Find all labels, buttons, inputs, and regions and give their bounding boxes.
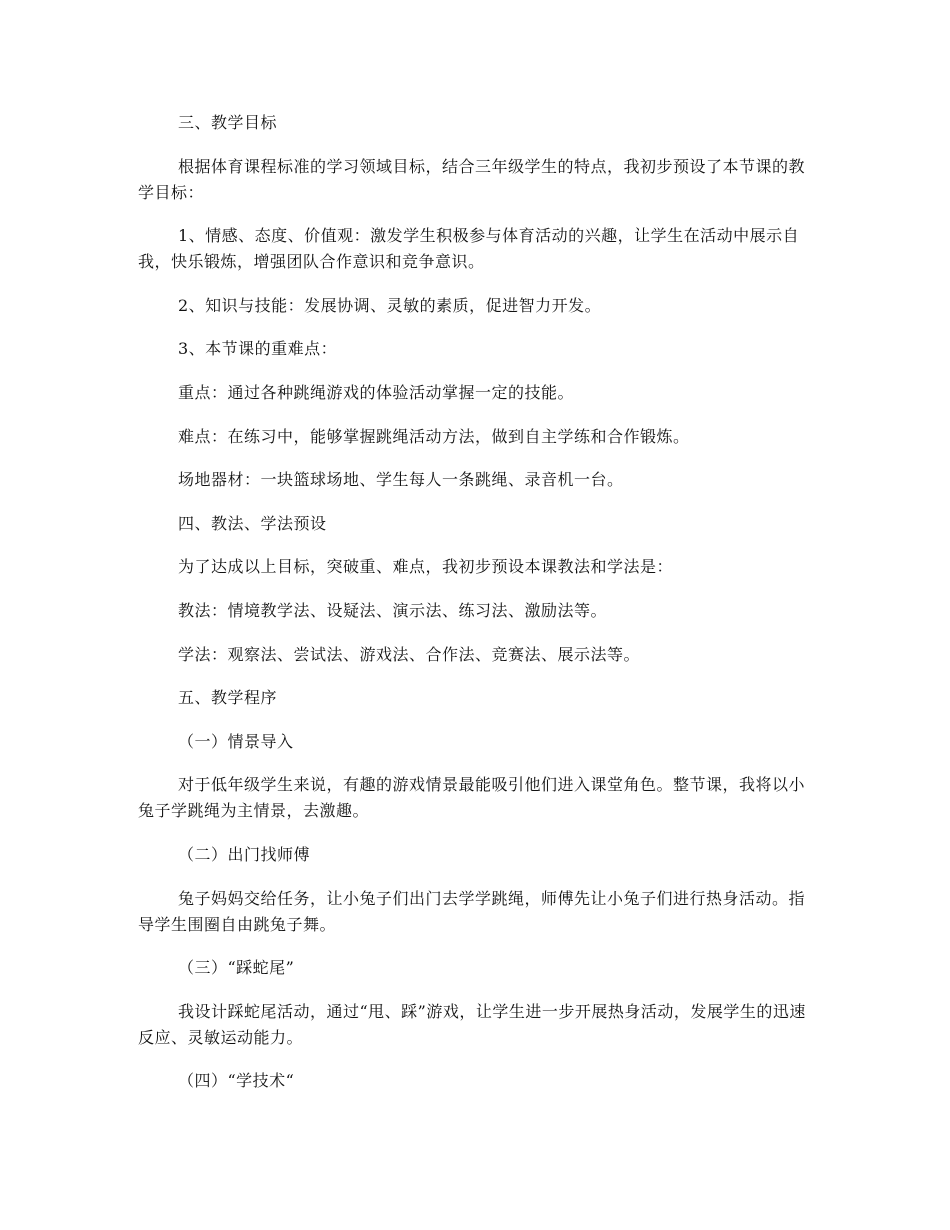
section-heading: 三、教学目标 <box>178 113 278 132</box>
body-paragraph: 重点：通过各种跳绳游戏的体验活动掌握一定的技能。 <box>178 382 575 402</box>
body-paragraph: 兔子妈妈交给任务，让小兔子们出门去学学跳绳，师傅先让小兔子们进行热身活动。指导学生围圈自由跳兔子舞。 <box>138 888 806 934</box>
subsection-heading: （三）“踩蛇尾” <box>178 958 295 978</box>
body-paragraph: 难点：在练习中，能够掌握跳绳活动方法，做到自主学练和合作锻炼。 <box>178 426 690 446</box>
list-item: 1、情感、态度、价值观：激发学生积极参与体育活动的兴趣，让学生在活动中展示自我，快乐锻炼，增强团队合作意识和竞争意识。 <box>138 226 800 272</box>
body-paragraph: 对于低年级学生来说，有趣的游戏情景最能吸引他们进入课堂角色。整节课，我将以小兔子学跳绳为主情景，去激趣。 <box>138 775 806 821</box>
document-body <box>138 110 818 1112</box>
subsection-heading: （二）出门找师傅 <box>178 844 311 864</box>
body-paragraph: 根据体育课程标准的学习领域目标，结合三年级学生的特点，我初步预设了本节课的教学目标： <box>138 156 806 202</box>
section-heading: 四、教法、学法预设 <box>178 513 327 533</box>
list-item: 3、本节课的重难点： <box>178 339 338 359</box>
body-paragraph: 我设计踩蛇尾活动，通过“甩、踩”游戏，让学生进一步开展热身活动，发展学生的迅速反应、灵敏运动能力。 <box>138 1001 806 1047</box>
body-paragraph: 场地器材：一块篮球场地、学生每人一条跳绳、录音机一台。 <box>178 470 624 490</box>
body-paragraph: 教法：情境教学法、设疑法、演示法、练习法、激励法等。 <box>178 600 608 620</box>
body-paragraph: 为了达成以上目标，突破重、难点，我初步预设本课教法和学法是： <box>178 557 674 577</box>
list-item: 2、知识与技能：发展协调、灵敏的素质，促进智力开发。 <box>178 295 602 315</box>
subsection-heading: （四）“学技术“ <box>178 1071 295 1091</box>
subsection-heading: （一）情景导入 <box>178 731 294 751</box>
section-heading: 五、教学程序 <box>178 688 278 708</box>
body-paragraph: 学法：观察法、尝试法、游戏法、合作法、竞赛法、展示法等。 <box>178 644 641 664</box>
